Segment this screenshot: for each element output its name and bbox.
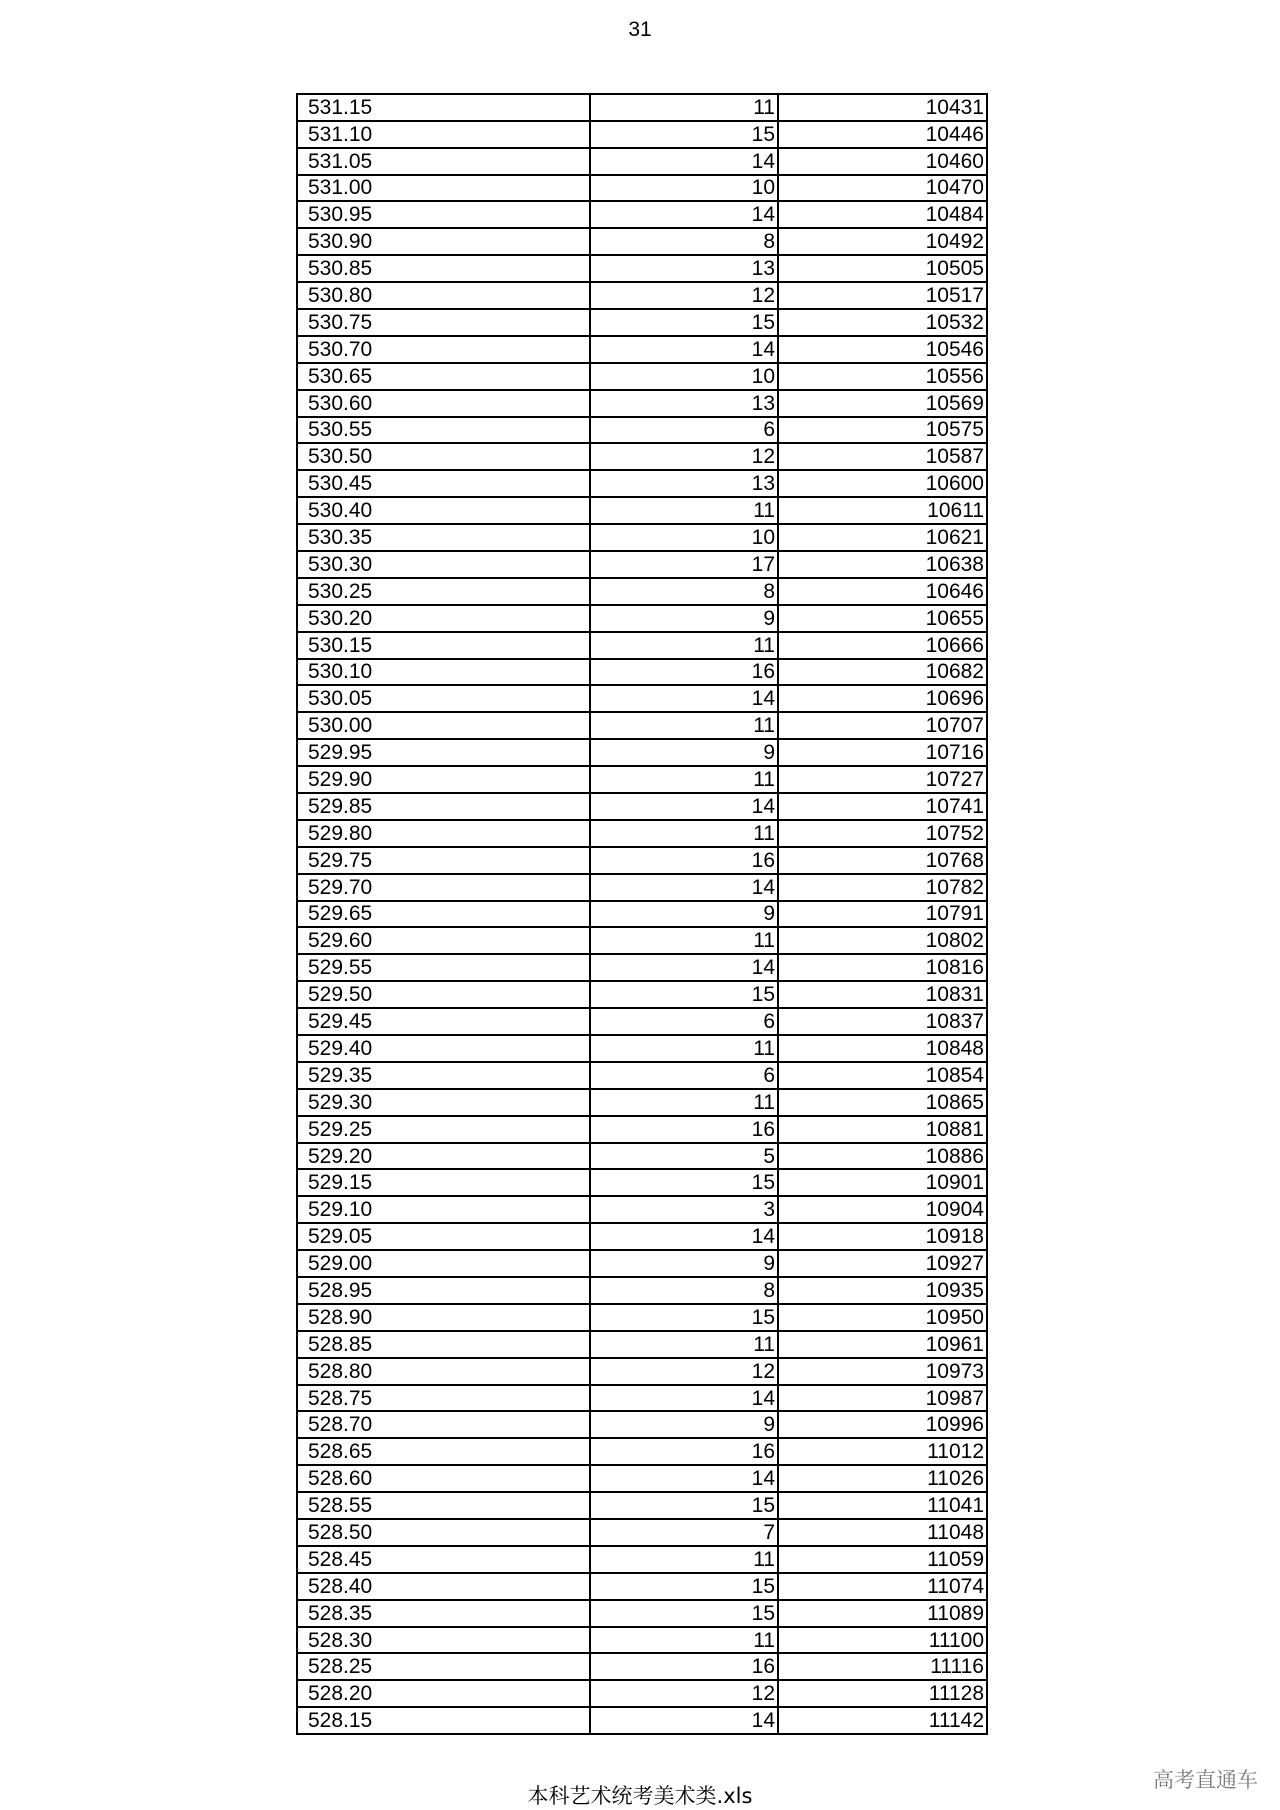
cumulative-cell: 10716 (778, 739, 986, 766)
cumulative-cell: 10556 (778, 363, 986, 390)
count-cell: 10 (590, 524, 778, 551)
table-row (298, 954, 986, 981)
count-cell: 15 (590, 1492, 778, 1519)
score-cell: 530.40 (298, 497, 590, 524)
table-row (298, 390, 986, 417)
score-cell: 528.45 (298, 1546, 590, 1573)
count-cell: 9 (590, 605, 778, 632)
cumulative-cell: 10460 (778, 148, 986, 175)
table-row (298, 659, 986, 686)
count-cell: 11 (590, 1035, 778, 1062)
score-cell: 530.55 (298, 417, 590, 444)
table-row (298, 1573, 986, 1600)
count-cell: 15 (590, 1600, 778, 1627)
count-cell: 15 (590, 1304, 778, 1331)
score-cell: 528.90 (298, 1304, 590, 1331)
cumulative-cell: 10621 (778, 524, 986, 551)
score-cell: 530.30 (298, 551, 590, 578)
count-cell: 11 (590, 1331, 778, 1358)
cumulative-cell: 10961 (778, 1331, 986, 1358)
table-row (298, 551, 986, 578)
cumulative-cell: 10727 (778, 766, 986, 793)
count-cell: 16 (590, 659, 778, 686)
score-cell: 529.60 (298, 927, 590, 954)
count-cell: 3 (590, 1196, 778, 1223)
table-row (298, 443, 986, 470)
score-cell: 529.35 (298, 1062, 590, 1089)
score-cell: 530.05 (298, 685, 590, 712)
cumulative-cell: 10600 (778, 470, 986, 497)
score-cell: 529.85 (298, 793, 590, 820)
score-cell: 529.70 (298, 874, 590, 901)
table-row (298, 1223, 986, 1250)
table-row (298, 255, 986, 282)
table-row (298, 793, 986, 820)
score-cell: 528.40 (298, 1573, 590, 1600)
score-cell: 529.00 (298, 1250, 590, 1277)
count-cell: 16 (590, 1116, 778, 1143)
table-row (298, 148, 986, 175)
table-row (298, 524, 986, 551)
cumulative-cell: 10996 (778, 1411, 986, 1438)
table-row (298, 1492, 986, 1519)
count-cell: 11 (590, 1546, 778, 1573)
count-cell: 15 (590, 981, 778, 1008)
table-row (298, 1143, 986, 1170)
table-row (298, 282, 986, 309)
table-row (298, 901, 986, 928)
score-cell: 529.25 (298, 1116, 590, 1143)
count-cell: 14 (590, 1385, 778, 1412)
score-cell: 529.10 (298, 1196, 590, 1223)
table-row (298, 927, 986, 954)
score-cell: 529.55 (298, 954, 590, 981)
table-row (298, 739, 986, 766)
table-row (298, 1385, 986, 1412)
count-cell: 11 (590, 1089, 778, 1116)
table-row (298, 847, 986, 874)
score-cell: 528.70 (298, 1411, 590, 1438)
cumulative-cell: 10918 (778, 1223, 986, 1250)
table-row (298, 820, 986, 847)
table-row (298, 1546, 986, 1573)
cumulative-cell: 10848 (778, 1035, 986, 1062)
count-cell: 14 (590, 148, 778, 175)
table-row (298, 1196, 986, 1223)
table-row (298, 175, 986, 202)
count-cell: 14 (590, 793, 778, 820)
count-cell: 5 (590, 1143, 778, 1170)
table-row (298, 1438, 986, 1465)
score-cell: 530.25 (298, 578, 590, 605)
table-row (298, 874, 986, 901)
score-cell: 529.40 (298, 1035, 590, 1062)
score-cell: 529.50 (298, 981, 590, 1008)
score-table (296, 93, 988, 1735)
score-cell: 531.00 (298, 175, 590, 202)
table-row (298, 1627, 986, 1654)
score-cell: 530.60 (298, 390, 590, 417)
count-cell: 8 (590, 578, 778, 605)
count-cell: 14 (590, 954, 778, 981)
cumulative-cell: 11142 (778, 1707, 986, 1733)
cumulative-cell: 10881 (778, 1116, 986, 1143)
table-row (298, 1008, 986, 1035)
cumulative-cell: 10854 (778, 1062, 986, 1089)
cumulative-cell: 10546 (778, 336, 986, 363)
count-cell: 14 (590, 336, 778, 363)
cumulative-cell: 10575 (778, 417, 986, 444)
score-cell: 528.75 (298, 1385, 590, 1412)
cumulative-cell: 10655 (778, 605, 986, 632)
count-cell: 16 (590, 1438, 778, 1465)
score-cell: 530.70 (298, 336, 590, 363)
count-cell: 17 (590, 551, 778, 578)
score-cell: 529.20 (298, 1143, 590, 1170)
count-cell: 12 (590, 1358, 778, 1385)
watermark-brand: 高考直通车 (1153, 1768, 1258, 1792)
cumulative-cell: 10837 (778, 1008, 986, 1035)
score-cell: 529.30 (298, 1089, 590, 1116)
table-row (298, 1089, 986, 1116)
count-cell: 15 (590, 1169, 778, 1196)
count-cell: 9 (590, 1411, 778, 1438)
score-cell: 530.95 (298, 201, 590, 228)
cumulative-cell: 10646 (778, 578, 986, 605)
cumulative-cell: 10802 (778, 927, 986, 954)
cumulative-cell: 10987 (778, 1385, 986, 1412)
score-cell: 529.90 (298, 766, 590, 793)
count-cell: 15 (590, 309, 778, 336)
count-cell: 10 (590, 175, 778, 202)
count-cell: 14 (590, 201, 778, 228)
cumulative-cell: 10901 (778, 1169, 986, 1196)
table-row (298, 201, 986, 228)
count-cell: 6 (590, 417, 778, 444)
cumulative-cell: 10470 (778, 175, 986, 202)
count-cell: 11 (590, 632, 778, 659)
table-row (298, 497, 986, 524)
score-cell: 529.45 (298, 1008, 590, 1035)
table-row (298, 1116, 986, 1143)
footer-filename: 本科艺术统考美术类.xls (527, 1784, 753, 1808)
table-row (298, 632, 986, 659)
count-cell: 9 (590, 1250, 778, 1277)
cumulative-cell: 10638 (778, 551, 986, 578)
score-cell: 530.00 (298, 712, 590, 739)
score-cell: 530.65 (298, 363, 590, 390)
cumulative-cell: 11128 (778, 1680, 986, 1707)
table-row (298, 1035, 986, 1062)
count-cell: 11 (590, 766, 778, 793)
score-cell: 531.05 (298, 148, 590, 175)
table-row (298, 228, 986, 255)
count-cell: 11 (590, 95, 778, 121)
table-body (298, 95, 986, 1733)
score-cell: 531.15 (298, 95, 590, 121)
score-cell: 529.15 (298, 1169, 590, 1196)
count-cell: 11 (590, 712, 778, 739)
cumulative-cell: 10517 (778, 282, 986, 309)
table-row (298, 1411, 986, 1438)
score-cell: 530.50 (298, 443, 590, 470)
cumulative-cell: 11041 (778, 1492, 986, 1519)
cumulative-cell: 10569 (778, 390, 986, 417)
count-cell: 9 (590, 901, 778, 928)
table-row (298, 1169, 986, 1196)
score-cell: 528.15 (298, 1707, 590, 1733)
cumulative-cell: 10886 (778, 1143, 986, 1170)
cumulative-cell: 10611 (778, 497, 986, 524)
score-cell: 529.65 (298, 901, 590, 928)
count-cell: 11 (590, 497, 778, 524)
score-cell: 528.25 (298, 1653, 590, 1680)
table-row (298, 417, 986, 444)
score-cell: 530.35 (298, 524, 590, 551)
table-row (298, 1304, 986, 1331)
count-cell: 15 (590, 121, 778, 148)
score-cell: 528.50 (298, 1519, 590, 1546)
count-cell: 10 (590, 363, 778, 390)
table-row (298, 363, 986, 390)
score-cell: 529.05 (298, 1223, 590, 1250)
cumulative-cell: 11048 (778, 1519, 986, 1546)
cumulative-cell: 10865 (778, 1089, 986, 1116)
table-row (298, 605, 986, 632)
count-cell: 14 (590, 1223, 778, 1250)
count-cell: 11 (590, 927, 778, 954)
cumulative-cell: 11116 (778, 1653, 986, 1680)
cumulative-cell: 10752 (778, 820, 986, 847)
score-cell: 530.15 (298, 632, 590, 659)
count-cell: 16 (590, 847, 778, 874)
score-cell: 530.45 (298, 470, 590, 497)
table-row (298, 1331, 986, 1358)
table-row (298, 1653, 986, 1680)
cumulative-cell: 10831 (778, 981, 986, 1008)
score-cell: 528.55 (298, 1492, 590, 1519)
count-cell: 8 (590, 1277, 778, 1304)
score-cell: 531.10 (298, 121, 590, 148)
table-row (298, 1250, 986, 1277)
table-row (298, 578, 986, 605)
cumulative-cell: 10816 (778, 954, 986, 981)
cumulative-cell: 10666 (778, 632, 986, 659)
cumulative-cell: 10935 (778, 1277, 986, 1304)
table-row (298, 336, 986, 363)
cumulative-cell: 10973 (778, 1358, 986, 1385)
table-row (298, 1600, 986, 1627)
table-row (298, 1680, 986, 1707)
cumulative-cell: 11100 (778, 1627, 986, 1654)
score-cell: 528.65 (298, 1438, 590, 1465)
table-row (298, 1465, 986, 1492)
cumulative-cell: 10741 (778, 793, 986, 820)
score-cell: 528.30 (298, 1627, 590, 1654)
table-row (298, 121, 986, 148)
cumulative-cell: 10904 (778, 1196, 986, 1223)
count-cell: 14 (590, 874, 778, 901)
cumulative-cell: 11012 (778, 1438, 986, 1465)
cumulative-cell: 10768 (778, 847, 986, 874)
score-cell: 530.20 (298, 605, 590, 632)
score-cell: 528.35 (298, 1600, 590, 1627)
score-cell: 528.60 (298, 1465, 590, 1492)
table-row (298, 766, 986, 793)
cumulative-cell: 11026 (778, 1465, 986, 1492)
table-row (298, 95, 986, 121)
cumulative-cell: 10791 (778, 901, 986, 928)
table-row (298, 470, 986, 497)
score-cell: 528.95 (298, 1277, 590, 1304)
count-cell: 12 (590, 1680, 778, 1707)
count-cell: 11 (590, 820, 778, 847)
count-cell: 14 (590, 1707, 778, 1733)
count-cell: 16 (590, 1653, 778, 1680)
count-cell: 12 (590, 443, 778, 470)
score-cell: 529.75 (298, 847, 590, 874)
count-cell: 7 (590, 1519, 778, 1546)
cumulative-cell: 10587 (778, 443, 986, 470)
table-row (298, 981, 986, 1008)
count-cell: 14 (590, 685, 778, 712)
score-cell: 530.85 (298, 255, 590, 282)
count-cell: 13 (590, 390, 778, 417)
score-cell: 529.95 (298, 739, 590, 766)
score-table-grid (298, 95, 986, 1733)
score-cell: 530.80 (298, 282, 590, 309)
cumulative-cell: 10505 (778, 255, 986, 282)
score-cell: 529.80 (298, 820, 590, 847)
score-cell: 530.90 (298, 228, 590, 255)
cumulative-cell: 11089 (778, 1600, 986, 1627)
count-cell: 6 (590, 1008, 778, 1035)
count-cell: 8 (590, 228, 778, 255)
count-cell: 14 (590, 1465, 778, 1492)
cumulative-cell: 10484 (778, 201, 986, 228)
table-row (298, 1277, 986, 1304)
cumulative-cell: 10446 (778, 121, 986, 148)
cumulative-cell: 10532 (778, 309, 986, 336)
cumulative-cell: 10950 (778, 1304, 986, 1331)
cumulative-cell: 10682 (778, 659, 986, 686)
count-cell: 12 (590, 282, 778, 309)
table-row (298, 712, 986, 739)
count-cell: 11 (590, 1627, 778, 1654)
cumulative-cell: 11074 (778, 1573, 986, 1600)
cumulative-cell: 10707 (778, 712, 986, 739)
table-row (298, 685, 986, 712)
table-row (298, 1358, 986, 1385)
cumulative-cell: 11059 (778, 1546, 986, 1573)
table-row (298, 1062, 986, 1089)
page-number: 31 (628, 18, 652, 41)
score-cell: 528.85 (298, 1331, 590, 1358)
cumulative-cell: 10431 (778, 95, 986, 121)
cumulative-cell: 10696 (778, 685, 986, 712)
cumulative-cell: 10782 (778, 874, 986, 901)
cumulative-cell: 10927 (778, 1250, 986, 1277)
count-cell: 13 (590, 470, 778, 497)
cumulative-cell: 10492 (778, 228, 986, 255)
count-cell: 15 (590, 1573, 778, 1600)
table-row (298, 1707, 986, 1733)
count-cell: 13 (590, 255, 778, 282)
score-cell: 528.20 (298, 1680, 590, 1707)
count-cell: 9 (590, 739, 778, 766)
table-row (298, 309, 986, 336)
count-cell: 6 (590, 1062, 778, 1089)
score-cell: 528.80 (298, 1358, 590, 1385)
score-cell: 530.10 (298, 659, 590, 686)
score-cell: 530.75 (298, 309, 590, 336)
table-row (298, 1519, 986, 1546)
